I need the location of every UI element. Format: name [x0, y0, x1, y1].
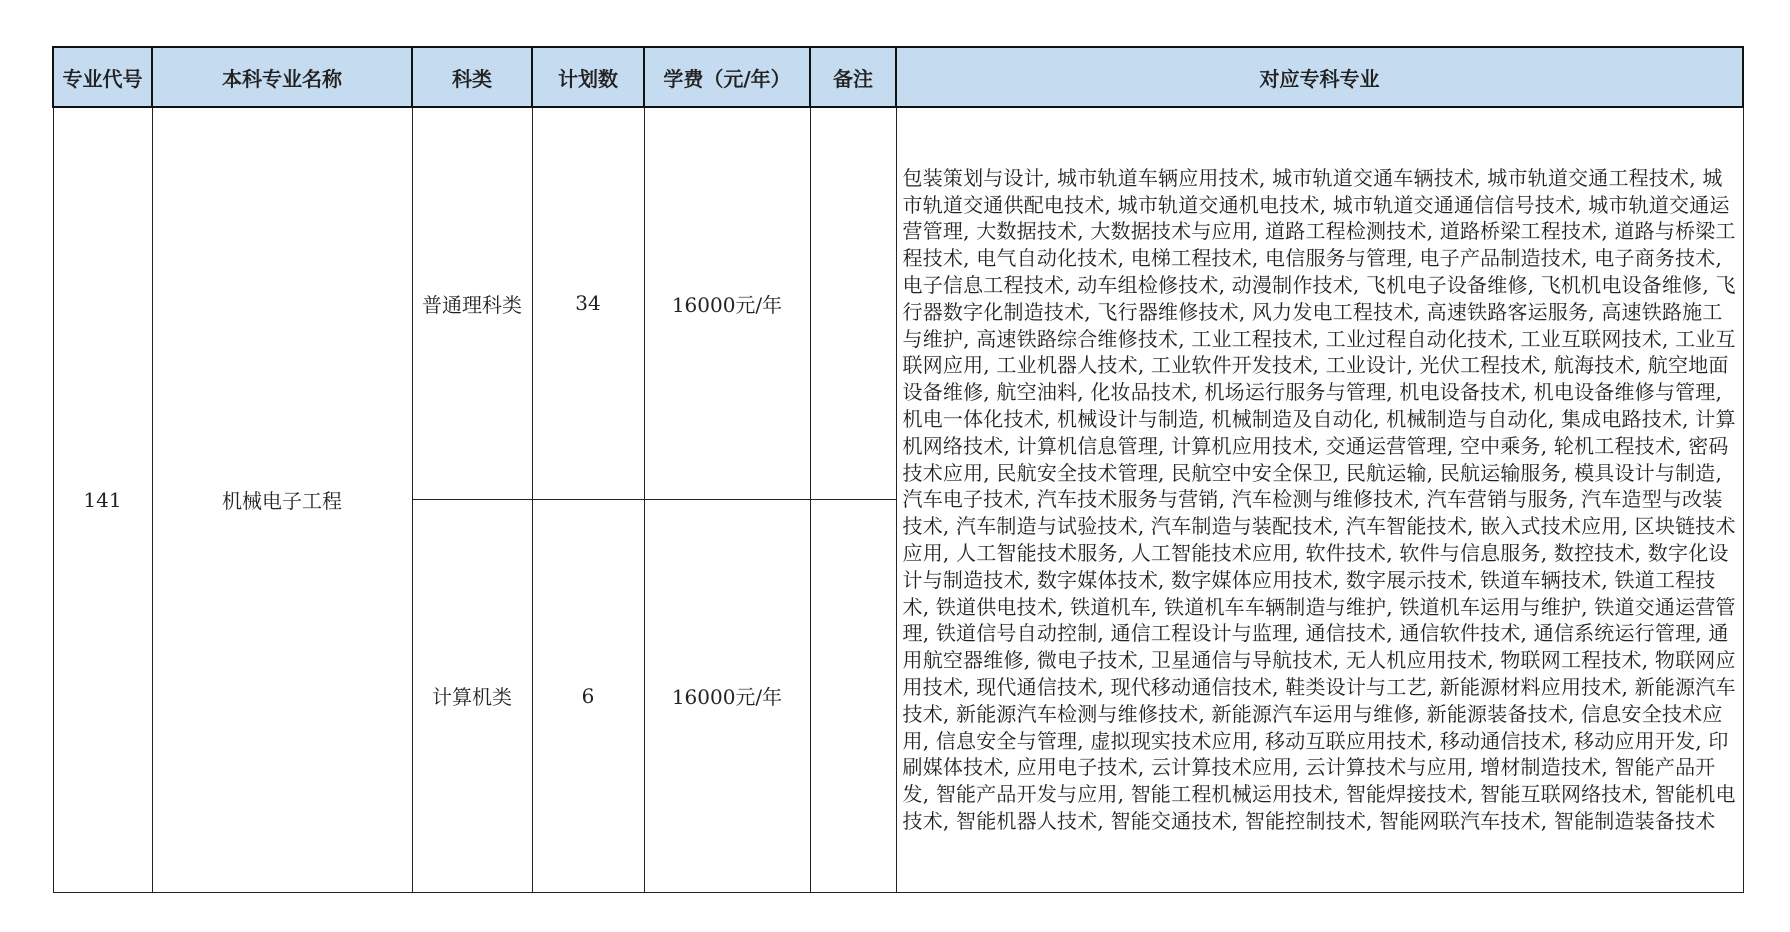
category-cell: 计算机类: [412, 499, 532, 892]
header-note: 备注: [810, 47, 896, 107]
header-subject-category: 科类: [412, 47, 532, 107]
header-tuition: 学费（元/年）: [644, 47, 810, 107]
plan-cell: 34: [532, 107, 644, 499]
category-cell: 普通理科类: [412, 107, 532, 499]
plan-cell: 6: [532, 499, 644, 892]
header-corresponding-majors: 对应专科专业: [896, 47, 1743, 107]
header-plan-count: 计划数: [532, 47, 644, 107]
note-cell: [810, 107, 896, 499]
major-name-cell: 机械电子工程: [152, 107, 412, 892]
corresponding-majors-cell: 包装策划与设计, 城市轨道车辆应用技术, 城市轨道交通车辆技术, 城市轨道交通工程技术, 城市轨道交通供配电技术, 城市轨道交通机电技术, 城市轨道交通通信信号技术, 城市轨道交通运营管理, 大数据技术, 大数据技术与应用, 道路工程检测技术, 道路桥梁工程技术, 道路与桥梁工程技术, 电气自动化技术, 电梯工程技术, 电信服务与管理, 电子产品制造技术, 电子商务技术, 电子信息工程技术, 动车组检修技术, 动漫制作技术, 飞机电子设备维修, 飞机机电设备维修, 飞行器数字化制造技术, 飞行器维修技术, 风力发电工程技术, 高速铁路客运服务, 高速铁路施工与维护, 高速铁路综合维修技术, 工业工程技术, 工业过程自动化技术, 工业互联网技术, 工业互联网应用, 工业机器人技术, 工业软件开发技术, 工业设计, 光伏工程技术, 航海技术, 航空地面设备维修, 航空油料, 化妆品技术, 机场运行服务与管理, 机电设备技术, 机电设备维修与管理, 机电一体化技术, 机械设计与制造, 机械制造及自动化, 机械制造与自动化, 集成电路技术, 计算机网络技术, 计算机信息管理, 计算机应用技术, 交通运营管理, 空中乘务, 轮机工程技术, 密码技术应用, 民航安全技术管理, 民航空中安全保卫, 民航运输, 民航运输服务, 模具设计与制造, 汽车电子技术, 汽车技术服务与营销, 汽车检测与维修技术, 汽车营销与服务, 汽车造型与改装技术, 汽车制造与试验技术, 汽车制造与装配技术, 汽车智能技术, 嵌入式技术应用, 区块链技术应用, 人工智能技术服务, 人工智能技术应用, 软件技术, 软件与信息服务, 数控技术, 数字化设计与制造技术, 数字媒体技术, 数字媒体应用技术, 数字展示技术, 铁道车辆技术, 铁道工程技术, 铁道供电技术, 铁道机车, 铁道机车车辆制造与维护, 铁道机车运用与维护, 铁道交通运营管理, 铁道信号自动控制, 通信工程设计与监理, 通信技术, 通信软件技术, 通信系统运行管理, 通用航空器维修, 微电子技术, 卫星通信与导航技术, 无人机应用技术, 物联网工程技术, 物联网应用技术, 现代通信技术, 现代移动通信技术, 鞋类设计与工艺, 新能源材料应用技术, 新能源汽车技术, 新能源汽车检测与维修技术, 新能源汽车运用与维修, 新能源装备技术, 信息安全技术应用, 信息安全与管理, 虚拟现实技术应用, 移动互联应用技术, 移动通信技术, 移动应用开发, 印刷媒体技术, 应用电子技术, 云计算技术应用, 云计算技术与应用, 增材制造技术, 智能产品开发, 智能产品开发与应用, 智能工程机械运用技术, 智能焊接技术, 智能互联网络技术, 智能机电技术, 智能机器人技术, 智能交通技术, 智能控制技术, 智能网联汽车技术, 智能制造装备技术: [896, 107, 1743, 892]
admission-plan-table: [52, 46, 1744, 893]
table-row: [53, 107, 1743, 499]
header-major-code: 专业代号: [53, 47, 152, 107]
header-row: [53, 47, 1743, 107]
major-code-cell: 141: [53, 107, 152, 892]
header-major-name: 本科专业名称: [152, 47, 412, 107]
note-cell: [810, 499, 896, 892]
tuition-cell: 16000元/年: [644, 499, 810, 892]
tuition-cell: 16000元/年: [644, 107, 810, 499]
